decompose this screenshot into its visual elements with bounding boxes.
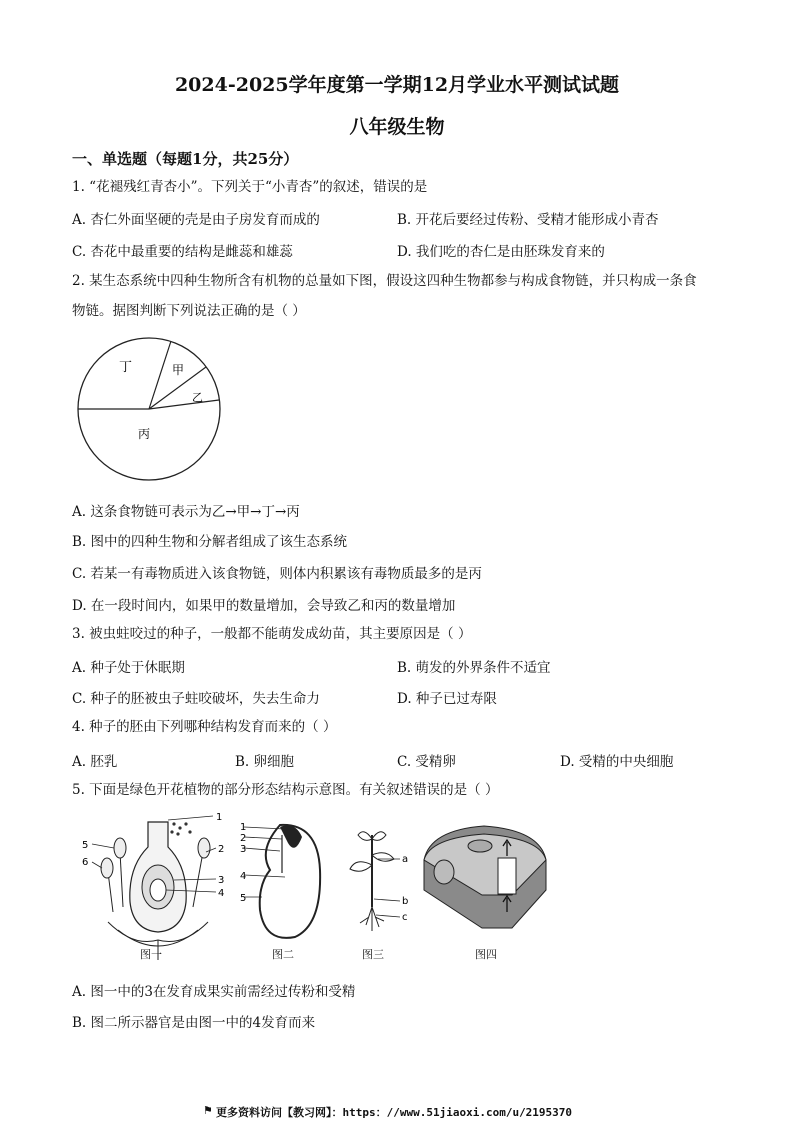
q2-pie-diagram	[74, 334, 224, 484]
fig3-caption: 图三	[362, 948, 384, 961]
fig1-label-5: 5	[82, 840, 89, 851]
q1-option-a: A. 杏仁外面坚硬的壳是由子房发育而成的	[72, 212, 320, 228]
q3-option-b: B. 萌发的外界条件不适宜	[397, 660, 551, 676]
q1-stem: 1. “花褪残红青杏小”。下列关于“小青杏”的叙述，错误的是	[72, 179, 428, 195]
q1-option-b: B. 开花后要经过传粉、受精才能形成小青杏	[397, 212, 659, 228]
q3-option-c: C. 种子的胚被虫子蛀咬破坏，失去生命力	[72, 691, 320, 707]
fig1-label-3: 3	[218, 875, 225, 886]
q1-option-d: D. 我们吃的杏仁是由胚珠发育来的	[397, 244, 605, 260]
q5-figure-1-flower	[78, 812, 238, 962]
footer-link[interactable]: 更多资料访问【教习网】：https：//www.51jiaoxi.com/u/2195370	[216, 1106, 573, 1119]
q4-option-a: A. 胚乳	[72, 754, 118, 770]
q2-option-d: D. 在一段时间内，如果甲的数量增加，会导致乙和丙的数量增加	[72, 598, 456, 614]
page-title: 2024-2025学年度第一学期12月学业水平测试试题	[174, 74, 620, 96]
q5-figure-4-leaf-section	[420, 820, 550, 942]
q5-stem: 5. 下面是绿色开花植物的部分形态结构示意图。有关叙述错误的是（ ）	[72, 782, 499, 798]
q4-option-c: C. 受精卵	[397, 754, 456, 770]
q3-option-a: A. 种子处于休眠期	[72, 660, 185, 676]
pie-label-yi: 乙	[192, 391, 203, 404]
q5-option-a: A. 图一中的3在发育成果实前需经过传粉和受精	[72, 984, 356, 1000]
fig2-label-2: 2	[240, 833, 247, 844]
fig3-label-a: a	[402, 854, 409, 865]
fig2-label-1: 1	[240, 822, 247, 833]
q2-stem-line2: 物链。据图判断下列说法正确的是（ ）	[72, 303, 306, 319]
fig1-label-1: 1	[216, 812, 223, 823]
page-subtitle: 八年级生物	[349, 116, 445, 138]
fig1-label-6: 6	[82, 857, 89, 868]
fig2-label-3: 3	[240, 844, 247, 855]
q5-figure-3-seedling	[342, 825, 412, 945]
pie-label-bing: 丙	[138, 427, 151, 441]
q4-stem: 4. 种子的胚由下列哪种结构发育而来的（ ）	[72, 719, 337, 735]
q1-option-c: C. 杏花中最重要的结构是雌蕊和雄蕊	[72, 244, 293, 260]
fig2-caption: 图二	[272, 948, 294, 961]
q2-option-b: B. 图中的四种生物和分解者组成了该生态系统	[72, 534, 348, 550]
fig1-label-4: 4	[218, 888, 225, 899]
q5-option-b: B. 图二所示器官是由图一中的4发育而来	[72, 1015, 316, 1031]
q4-option-b: B. 卵细胞	[235, 754, 295, 770]
fig3-label-b: b	[402, 896, 409, 907]
q3-stem: 3. 被虫蛀咬过的种子，一般都不能萌发成幼苗，其主要原因是（ ）	[72, 626, 472, 642]
q4-option-d: D. 受精的中央细胞	[560, 754, 674, 770]
q2-option-c: C. 若某一有毒物质进入该食物链，则体内积累该有毒物质最多的是丙	[72, 566, 482, 582]
fig2-label-5: 5	[240, 893, 247, 904]
q2-option-a: A. 这条食物链可表示为乙→甲→丁→丙	[72, 504, 300, 520]
pie-label-jia: 甲	[172, 363, 185, 377]
pie-line-top	[149, 341, 171, 409]
fig3-label-c: c	[402, 912, 408, 923]
fig1-label-2: 2	[218, 844, 225, 855]
fig1-caption: 图一	[140, 948, 162, 961]
q5-figure-2-seed	[240, 815, 330, 945]
section-heading: 一、单选题（每题1分，共25分）	[72, 150, 299, 168]
flag-icon: ⚑	[203, 1104, 213, 1117]
fig4-caption: 图四	[475, 948, 497, 961]
fig2-label-4: 4	[240, 871, 247, 882]
q3-option-d: D. 种子已过寿限	[397, 691, 497, 707]
pie-label-ding: 丁	[119, 360, 133, 375]
q2-stem-line1: 2. 某生态系统中四种生物所含有机物的总量如下图，假设这四种生物都参与构成食物链，并只构成一条食	[72, 273, 697, 289]
